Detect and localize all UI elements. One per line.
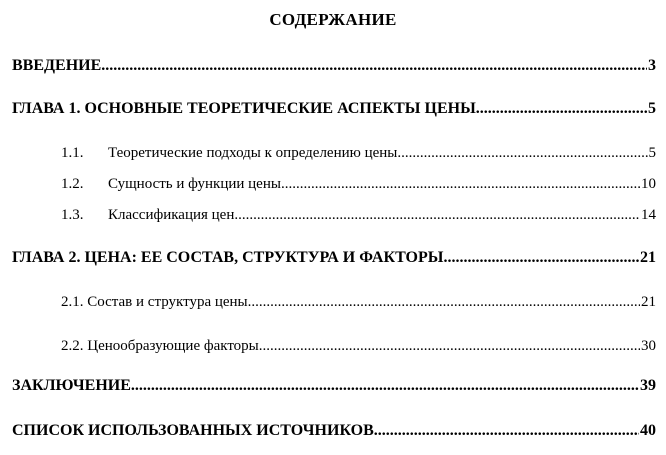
toc-entry-section-2-1[interactable] xyxy=(61,292,656,312)
toc-entry-label: Классификация цен xyxy=(108,207,235,223)
toc-entry-label: Сущность и функции цены xyxy=(108,176,281,192)
toc-entry-chapter-2[interactable] xyxy=(12,248,656,268)
toc-entry-page: 30 xyxy=(641,338,656,354)
toc-entry-section-1-2[interactable] xyxy=(61,174,656,194)
toc-entry-number: 1.1. xyxy=(61,145,84,161)
toc-entry-page: 5 xyxy=(648,100,656,117)
toc-entry-label: ГЛАВА 2. ЦЕНА: ЕЕ СОСТАВ, СТРУКТУРА И ФАКТОРЫ xyxy=(12,249,444,266)
toc-entry-label: ЗАКЛЮЧЕНИЕ xyxy=(12,377,131,394)
toc-leader-dots xyxy=(397,143,647,163)
toc-leader-dots xyxy=(234,205,640,225)
toc-leader-dots xyxy=(374,421,639,441)
toc-leader-dots xyxy=(101,56,647,76)
toc-leader-dots xyxy=(259,336,640,356)
toc-entry-page: 21 xyxy=(641,294,656,310)
toc-leader-dots xyxy=(248,292,640,312)
toc-leader-dots xyxy=(443,248,639,268)
toc-entry-number: 1.3. xyxy=(61,207,84,223)
toc-entry-label: ВВЕДЕНИЕ xyxy=(12,57,102,74)
toc-entry-section-1-3[interactable] xyxy=(61,205,656,225)
toc-entry-section-2-2[interactable] xyxy=(61,336,656,356)
toc-entry-page: 39 xyxy=(640,377,656,394)
toc-entry-label: 2.2. Ценообразующие факторы xyxy=(61,338,259,354)
toc-entry-number: 1.2. xyxy=(61,176,84,192)
toc-entry-label: Теоретические подходы к определению цены xyxy=(108,145,398,161)
toc-entry-page: 21 xyxy=(640,249,656,266)
toc-entry-section-1-1[interactable] xyxy=(61,143,656,163)
toc-leader-dots xyxy=(131,376,639,396)
toc-entry-page: 5 xyxy=(648,145,656,161)
toc-entry-page: 3 xyxy=(648,57,656,74)
toc-entry-chapter-1[interactable] xyxy=(12,99,656,119)
toc-entry-page: 14 xyxy=(641,207,656,223)
toc-entry-page: 40 xyxy=(640,422,656,439)
toc-leader-dots xyxy=(476,99,647,119)
toc-entry-conclusion[interactable] xyxy=(12,376,656,396)
toc-leader-dots xyxy=(281,174,640,194)
toc-entry-label: 2.1. Состав и структура цены xyxy=(61,294,248,310)
toc-entry-references[interactable] xyxy=(12,421,656,441)
page-title: СОДЕРЖАНИЕ xyxy=(269,10,397,29)
toc-entry-introduction[interactable] xyxy=(12,56,656,76)
toc-entry-label: СПИСОК ИСПОЛЬЗОВАННЫХ ИСТОЧНИКОВ xyxy=(12,422,374,439)
toc-entry-label: ГЛАВА 1. ОСНОВНЫЕ ТЕОРЕТИЧЕСКИЕ АСПЕКТЫ ЦЕНЫ xyxy=(12,100,476,117)
toc-entry-page: 10 xyxy=(641,176,656,192)
